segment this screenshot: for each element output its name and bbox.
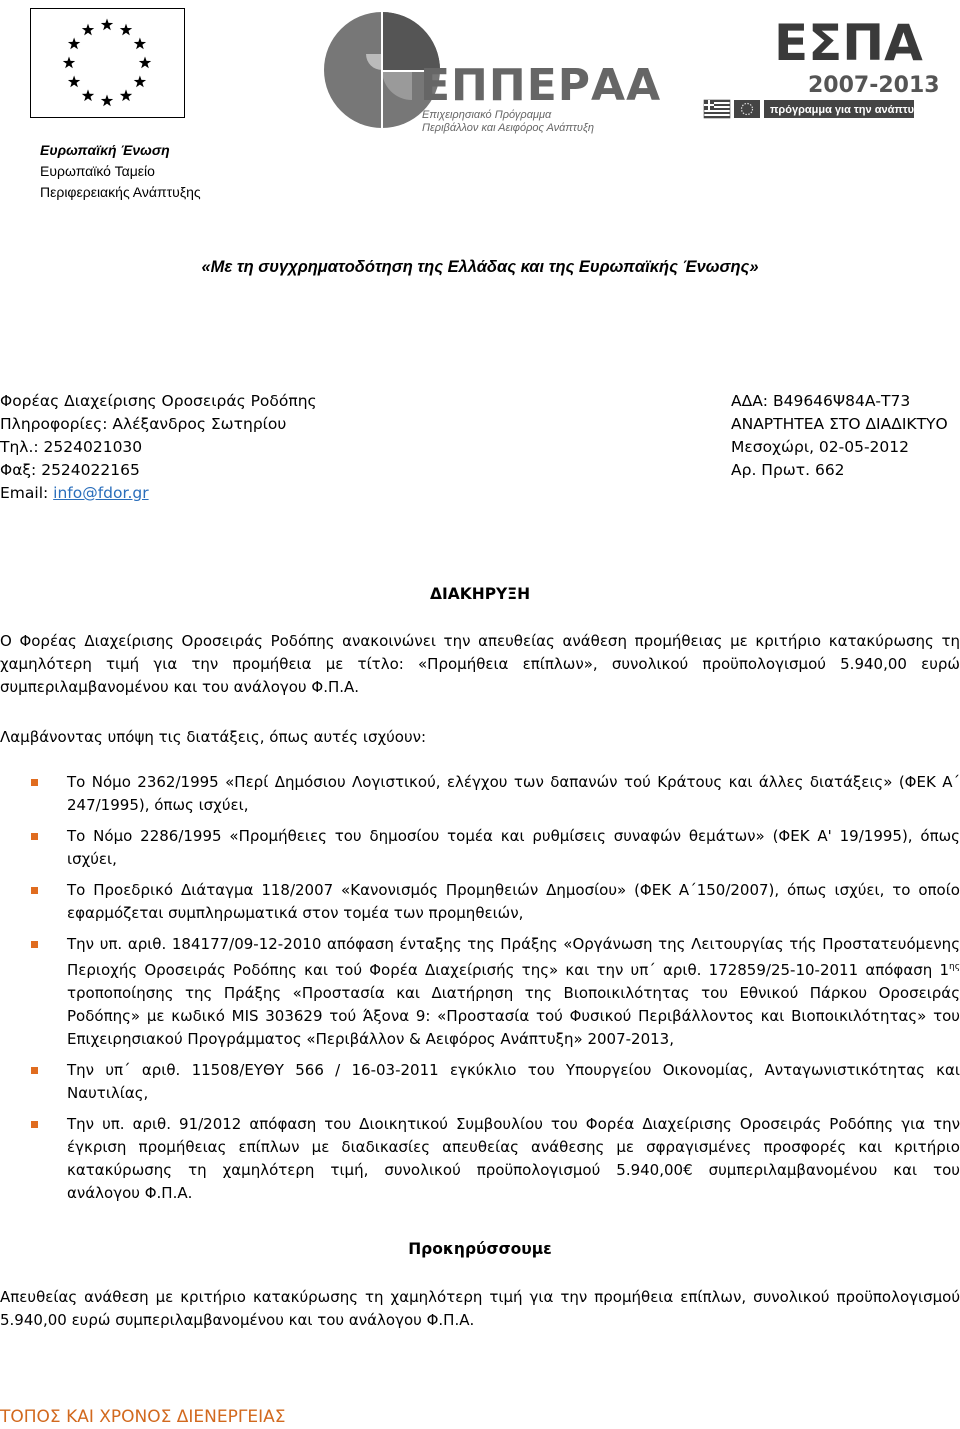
list-item-line: Ναυτιλίας,	[67, 1084, 149, 1102]
list-item	[0, 771, 960, 817]
star-icon	[101, 95, 113, 107]
eu-caption	[40, 140, 201, 203]
star-icon	[63, 57, 75, 69]
list-item-line: Ροδόπης» με κωδικό MIS 303629 τού Άξονα 9: «Προστασία τού Φυσικού Περιβάλλοντος και Βιοποικιλότητας» του	[67, 1007, 960, 1025]
star-icon	[139, 57, 151, 69]
document-title: ΔΙΑΚΗΡΥΞΗ	[429, 585, 531, 603]
list-item-line-text: Περιοχής Οροσειράς Ροδόπης και τού Φορέα Διαχείρισής της» και την υπ΄ αριθ. 172859/25-10-2011 απόφαση 1	[67, 961, 949, 979]
sender-email-link[interactable]: info@fdor.gr	[53, 484, 149, 502]
star-icon	[120, 24, 132, 36]
place-date: Μεσοχώρι, 02-05-2012	[731, 438, 910, 456]
section-heading: ΤΟΠΟΣ ΚΑΙ ΧΡΟΝΟΣ ΔΙΕΝΕΡΓΕΙΑΣ	[0, 1407, 286, 1427]
epperaa-logo	[322, 8, 662, 134]
star-icon	[82, 24, 94, 36]
bullet-icon	[31, 887, 38, 894]
sender-fax: Φαξ: 2524022165	[0, 461, 140, 479]
sender-email-row	[0, 482, 317, 505]
award-paragraph	[0, 1286, 960, 1332]
epperaa-subtitle-2: Περιβάλλον και Αειφόρος Ανάπτυξη	[422, 122, 594, 134]
star-icon	[68, 38, 80, 50]
list-item-line: Την υπ΄ αριθ. 11508/ΕΥΘΥ 566 / 16-03-2011 εγκύκλιο του Υπουργείου Οικονομίας, Ανταγωνιστικότητας και	[67, 1061, 960, 1079]
considering-line: Λαμβάνοντας υπόψη τις διατάξεις, όπως αυτές ισχύουν:	[0, 728, 427, 746]
intro-paragraph	[0, 630, 960, 699]
bullet-icon	[31, 833, 38, 840]
list-item	[0, 933, 960, 1051]
espa-years: 2007-2013	[808, 73, 940, 98]
list-item-line: Την υπ. αριθ. 91/2012 απόφαση του Διοικητικού Συμβουλίου του Φορέα Διαχείρισης Οροσειράς Ροδόπης για την	[67, 1115, 960, 1133]
list-item-line	[67, 956, 960, 982]
list-item-line: Το Νόμο 2286/1995 «Προμήθειες του δημοσίου τομέα και ρυθμίσεις συναφών θεμάτων» (ΦΕΚ Α' 19/1995), όπως	[67, 827, 960, 845]
star-icon	[68, 76, 80, 88]
list-item-line: ανάλογου Φ.Π.Α.	[67, 1184, 193, 1202]
bullet-icon	[31, 1121, 38, 1128]
sender-tel: Τηλ.: 2524021030	[0, 438, 143, 456]
sender-email-label: Email:	[0, 484, 54, 502]
list-item-line: έγκριση προμήθειας επίπλων με διαδικασίες απευθείας ανάθεσης με σφραγισμένες προσφορές και κριτήριο	[67, 1138, 960, 1156]
proclaim-heading: Προκηρύσσουμε	[408, 1240, 552, 1258]
list-item-line: κατακύρωσης τη χαμηλότερη τιμή, συνολικού προϋπολογισμού 5.940,00€ συμπεριλαμβανομένου και του	[67, 1161, 960, 1179]
list-item-line: Το Νόμο 2362/1995 «Περί Δημόσιου Λογιστικού, ελέγχου των δαπανών τού Κράτους και άλλες διατάξεις» (ΦΕΚ Α΄	[67, 773, 960, 791]
eu-flag-logo	[30, 8, 185, 118]
epperaa-subtitle-1: Επιχειρησιακό Πρόγραμμα	[422, 109, 552, 121]
bullet-icon	[31, 941, 38, 948]
list-item-line: 247/1995), όπως ισχύει,	[67, 796, 249, 814]
star-icon	[82, 89, 94, 101]
award-line-1: Απευθείας ανάθεση με κριτήριο κατακύρωσης τη χαμηλότερη τιμή για την προμήθεια επίπλων, συνολικού προϋπολογισμού	[0, 1288, 960, 1306]
posting-note: ΑΝΑΡΤΗΤΕΑ ΣΤΟ ΔΙΑΔΙΚΤΥΟ	[731, 415, 948, 433]
intro-line-3: συμπεριλαμβανομένου και του ανάλογου Φ.Π.Α.	[0, 678, 360, 696]
eu-caption-line-3: Περιφερειακής Ανάπτυξης	[40, 184, 201, 200]
list-item-line: εφαρμόζεται συμπληρωματικά στον τομέα των προμηθειών,	[67, 904, 524, 922]
epperaa-wordmark: ΕΠΠΕΡΑΑ	[420, 60, 662, 111]
eu-caption-line-2: Ευρωπαϊκό Ταμείο	[40, 163, 155, 179]
meta-block	[731, 390, 948, 482]
star-icon	[134, 76, 146, 88]
award-line-2: 5.940,00 ευρώ συμπεριλαμβανομένου και του ανάλογου Φ.Π.Α.	[0, 1311, 475, 1329]
star-icon	[101, 19, 113, 31]
sender-org: Φορέας Διαχείρισης Οροσειράς Ροδόπης	[0, 392, 317, 410]
espa-wordmark: ΕΣΠΑ	[774, 14, 923, 72]
espa-emblem-icon	[704, 8, 940, 126]
provisions-list	[0, 771, 960, 1213]
protocol-number: Αρ. Πρωτ. 662	[731, 461, 845, 479]
star-icon	[120, 89, 132, 101]
sender-info: Πληροφορίες: Αλέξανδρος Σωτηρίου	[0, 415, 287, 433]
ada-number: ΑΔΑ: Β49646Ψ84Α-Τ73	[731, 392, 911, 410]
sender-block	[0, 390, 317, 505]
espa-logo	[704, 8, 940, 126]
cofinance-statement: «Με τη συγχρηματοδότηση της Ελλάδας και της Ευρωπαϊκής Ένωσης»	[201, 258, 759, 276]
list-item	[0, 1059, 960, 1105]
list-item-line: ισχύει,	[67, 850, 117, 868]
intro-line-1: Ο Φορέας Διαχείρισης Οροσειράς Ροδόπης ανακοινώνει την απευθείας ανάθεση προμήθειας με κριτήριο κατακύρωσης τη	[0, 632, 960, 650]
eu-stars-icon	[31, 9, 184, 117]
espa-tagline: πρόγραμμα για την ανάπτυξη	[770, 104, 926, 116]
star-icon	[134, 38, 146, 50]
ordinal-superscript: ης	[949, 962, 960, 972]
bullet-icon	[31, 779, 38, 786]
list-item-line: Επιχειρησιακού Προγράμματος «Περιβάλλον & Αειφόρος Ανάπτυξη» 2007-2013,	[67, 1030, 674, 1048]
bullet-icon	[31, 1067, 38, 1074]
list-item	[0, 825, 960, 871]
epperaa-emblem-icon	[322, 8, 662, 134]
list-item-line: Την υπ. αριθ. 184177/09-12-2010 απόφαση ένταξης της Πράξης «Οργάνωση της Λειτουργίας τής Προστατευόμενης	[67, 935, 960, 953]
list-item-line: τροποποίησης της Πράξης «Προστασία και Διατήρηση της Βιοποικιλότητας του Εθνικού Πάρκου Οροσειράς	[67, 984, 960, 1002]
list-item	[0, 879, 960, 925]
intro-line-2: χαμηλότερη τιμή για την προμήθεια με τίτλο: «Προμήθεια επίπλων», συνολικού προϋπολογισμού 5.940,00 ευρώ	[0, 655, 960, 673]
eu-caption-line-1: Ευρωπαϊκή Ένωση	[40, 142, 170, 158]
list-item-line: Το Προεδρικό Διάταγμα 118/2007 «Κανονισμός Προμηθειών Δημοσίου» (ΦΕΚ Α΄150/2007), όπως ισχύει, το οποίο	[67, 881, 960, 899]
list-item	[0, 1113, 960, 1205]
